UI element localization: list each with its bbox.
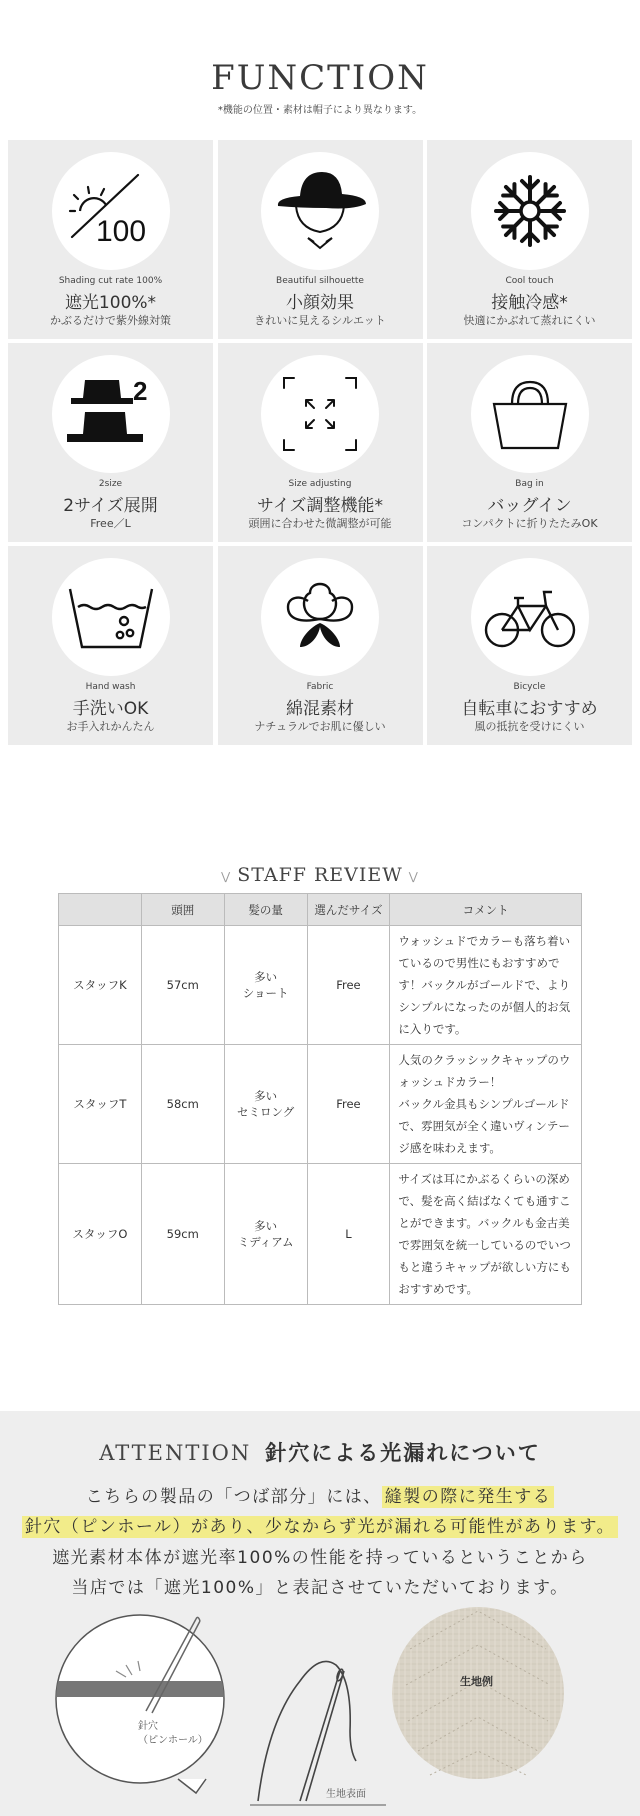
function-sub: 風の抵抗を受けにくい (474, 720, 585, 733)
function-en: Bicycle (513, 682, 546, 692)
hair-length: セミロング (236, 1105, 295, 1119)
table-row (59, 1164, 582, 1305)
wide-brim-hat-face-icon (270, 166, 370, 256)
hair-volume: 多い (254, 970, 278, 984)
attention-line-3: 遮光素材本体が遮光率100%の性能を持っているということから (52, 1548, 588, 1568)
hair-volume: 多い (254, 1219, 278, 1233)
size-adjust-arrows-icon (280, 374, 360, 454)
head-size: 57cm (141, 926, 224, 1045)
table-header-row (59, 894, 582, 926)
comment-line: ジ感を味わえます。 (398, 1141, 501, 1155)
table-header: 頭囲 (141, 894, 224, 926)
attention-section (0, 1411, 640, 1816)
function-item-fabric (218, 546, 423, 745)
staff-review-label: STAFF REVIEW (237, 864, 403, 886)
comment-line: 人気のクラッシックキャップのウ (398, 1053, 571, 1067)
comment-line: とができます。バックルも金古美 (398, 1216, 570, 1230)
function-item-size-adjust (218, 343, 423, 542)
function-sub: きれいに見えるシルエット (254, 314, 386, 327)
function-jp: 小顔効果 (286, 293, 354, 313)
comment-line: に入りです。 (398, 1022, 467, 1036)
table-header: コメント (390, 894, 582, 926)
sun-uv-100-icon (66, 171, 156, 251)
table-header (59, 894, 142, 926)
head-size: 59cm (141, 1164, 224, 1305)
staff-review-table (58, 893, 582, 1305)
pinhole-sub-label: （ピンホール） (138, 1735, 208, 1746)
fabric-sample (392, 1607, 564, 1779)
chosen-size: Free (307, 926, 390, 1045)
staff-name: スタッフO (59, 1164, 142, 1305)
table-header: 選んだサイズ (307, 894, 390, 926)
chevron-down-icon: ⋁ (221, 869, 232, 883)
tote-bag-icon (488, 376, 572, 452)
head-size: 58cm (141, 1045, 224, 1164)
hair-length: ミディアム (237, 1235, 294, 1249)
size-2-label: 2 (132, 376, 147, 406)
cotton-flower-icon (280, 579, 360, 655)
function-item-silhouette (218, 140, 423, 339)
function-en: 2size (98, 479, 123, 489)
function-grid (8, 140, 632, 745)
comment-line: す！バックルがゴールドで、より (398, 978, 571, 992)
attention-title-ja: 針穴による光漏れについて (265, 1441, 541, 1465)
fabric-sample-label: 生地例 (460, 1675, 493, 1688)
comment-line: シンプルになったのが個人的お気 (398, 1000, 571, 1014)
function-sub: コンパクトに折りたたみOK (461, 517, 598, 530)
function-en: Size adjusting (288, 479, 352, 489)
function-en: Beautiful silhouette (276, 276, 364, 286)
function-en: Bag in (515, 479, 544, 489)
function-item-bag-in (427, 343, 632, 542)
attention-highlight: 針穴（ピンホール）があり、少なからず光が漏れる可能性があります。 (22, 1516, 618, 1538)
table-row (59, 926, 582, 1045)
function-en: Hand wash (85, 682, 136, 692)
chosen-size: Free (307, 1045, 390, 1164)
comment (390, 1164, 582, 1305)
staff-review-title (0, 864, 640, 886)
comment-line: ているので男性にもおすすめで (398, 956, 560, 970)
chevron-down-icon: ⋁ (408, 869, 419, 883)
pinhole-label: 針穴 (138, 1721, 158, 1732)
function-sub: ナチュラルでお肌に優しい (254, 720, 386, 733)
function-en: Fabric (306, 682, 334, 692)
function-item-bicycle (427, 546, 632, 745)
comment-line: ウォッシュドでカラーも落ち着い (398, 934, 571, 948)
function-jp: 2サイズ展開 (63, 496, 158, 516)
comment-line: ォッシュドカラー！ (398, 1075, 502, 1089)
hair-length: ショート (242, 986, 289, 1000)
chosen-size: L (307, 1164, 390, 1305)
function-sub: 快適にかぶれて蒸れにくい (463, 314, 596, 327)
function-note: *機能の位置・素材は帽子により異なります。 (217, 105, 423, 116)
function-jp: 自転車におすすめ (461, 699, 598, 719)
function-sub: かぶるだけで紫外線対策 (50, 314, 171, 327)
magnified-pinhole-view (50, 1615, 230, 1793)
table-header: 髪の量 (224, 894, 307, 926)
attention-line-1-text: こちらの製品の「つば部分」には、 (85, 1487, 382, 1507)
hair-amount (224, 1045, 307, 1164)
function-jp: 綿混素材 (286, 699, 354, 719)
hand-wash-basin-icon (66, 581, 156, 653)
table-row (59, 1045, 582, 1164)
comment (390, 926, 582, 1045)
attention-line-2 (0, 1512, 640, 1537)
function-item-cool (427, 140, 632, 339)
staff-name: スタッフK (59, 926, 142, 1045)
attention-line-4: 当店では「遮光100%」と表記させていただいております。 (71, 1578, 569, 1598)
function-item-shading (8, 140, 213, 339)
needle-thread-icon (250, 1661, 386, 1805)
comment-line: もと違うキャップが欲しい方にも (398, 1260, 571, 1274)
function-jp: サイズ調整機能* (256, 496, 384, 516)
bicycle-icon (484, 584, 576, 650)
two-hats-icon (63, 372, 159, 456)
function-jp: 接触冷感* (491, 293, 568, 313)
comment-line: で、雰囲気が全く違いヴィンテー (398, 1119, 570, 1133)
function-jp: バッグイン (487, 496, 572, 516)
comment-line: バックル金具もシンプルゴールド (398, 1097, 570, 1111)
function-en: Shading cut rate 100% (58, 276, 163, 286)
snowflake-icon (490, 171, 570, 251)
comment-line: おすすめです。 (398, 1282, 479, 1296)
comment-line: で雰囲気を統一しているのでいつ (398, 1238, 571, 1252)
function-sub: お手入れかんたん (66, 720, 155, 733)
comment-line: サイズは耳にかぶるくらいの深め (398, 1172, 570, 1186)
comment-line: で、髪を高く結ばなくても通すこ (398, 1194, 571, 1208)
function-jp: 手洗いOK (72, 699, 149, 719)
function-sub: Free／L (90, 517, 131, 530)
comment (390, 1045, 582, 1164)
hair-amount (224, 926, 307, 1045)
function-item-hand-wash (8, 546, 213, 745)
attention-highlight: 縫製の際に発生する (382, 1486, 555, 1508)
attention-line-1 (0, 1482, 640, 1507)
staff-name: スタッフT (59, 1045, 142, 1164)
function-item-2size (8, 343, 213, 542)
attention-title (0, 1437, 640, 1467)
uv-100-label: 100 (95, 215, 146, 248)
function-jp: 遮光100%* (64, 293, 157, 313)
function-title: FUNCTION (211, 58, 429, 98)
hair-amount (224, 1164, 307, 1305)
surface-label: 生地表面 (326, 1789, 366, 1800)
pinhole-illustration (0, 1601, 640, 1816)
function-sub: 頭囲に合わせた微調整が可能 (248, 517, 392, 530)
hair-volume: 多い (254, 1089, 278, 1103)
attention-title-en: ATTENTION (99, 1441, 252, 1465)
function-en: Cool touch (505, 276, 554, 286)
